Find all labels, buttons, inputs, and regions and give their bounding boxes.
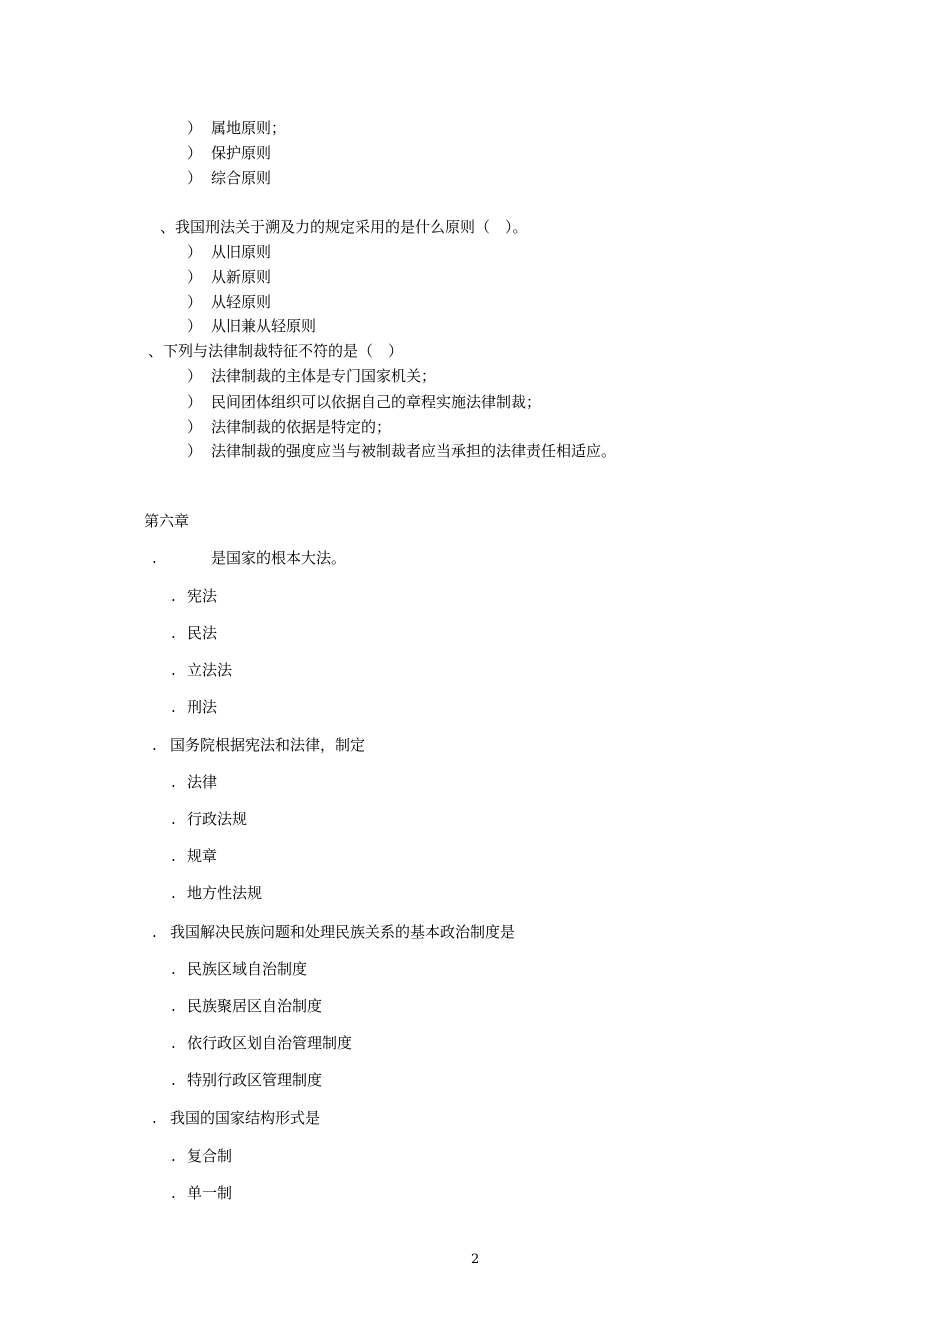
option-text: 法律制裁的主体是专门国家机关； [211, 367, 437, 385]
option-mark: . [171, 884, 176, 902]
option-text: 宪法 [187, 587, 218, 605]
option-text: 依行政区划自治管理制度 [187, 1034, 353, 1052]
option-text: 从旧原则 [211, 243, 272, 261]
option-text: 从新原则 [211, 268, 272, 286]
question-mark: . [152, 736, 157, 754]
option-mark: . [171, 1184, 176, 1202]
question-stem: 国务院根据宪法和法律，制定 [170, 736, 366, 754]
option-text: 立法法 [187, 661, 233, 679]
chapter-title: 第六章 [144, 512, 190, 530]
question-stem: 我国解决民族问题和处理民族关系的基本政治制度是 [170, 923, 516, 941]
option-mark: . [171, 810, 176, 828]
option-mark: . [171, 1147, 176, 1165]
option-mark: . [171, 661, 176, 679]
option-text: 属地原则； [211, 119, 287, 137]
option-text: 民族聚居区自治制度 [187, 997, 323, 1015]
option-text: 法律制裁的强度应当与被制裁者应当承担的法律责任相适应。 [211, 442, 617, 460]
option-text: 法律 [187, 773, 218, 791]
option-text: 复合制 [187, 1147, 233, 1165]
option-text: 从旧兼从轻原则 [211, 317, 317, 335]
option-mark: ） [187, 268, 203, 286]
question-mark: . [152, 923, 157, 941]
option-mark: ） [187, 442, 203, 460]
option-mark: ） [187, 393, 203, 411]
option-mark: . [171, 960, 176, 978]
option-mark: . [171, 587, 176, 605]
option-text: 综合原则 [211, 169, 272, 187]
option-text: 单一制 [187, 1184, 233, 1202]
option-mark: . [171, 997, 176, 1015]
question-stem: 、我国刑法关于溯及力的规定采用的是什么原则（ ）。 [160, 218, 528, 236]
option-mark: . [171, 773, 176, 791]
question-stem: 、下列与法律制裁特征不符的是（ ） [148, 342, 404, 360]
option-text: 民间团体组织可以依据自己的章程实施法律制裁； [211, 393, 542, 411]
option-text: 民族区域自治制度 [187, 960, 308, 978]
option-mark: . [171, 624, 176, 642]
option-mark: . [171, 698, 176, 716]
question-mark: . [152, 549, 157, 567]
option-mark: ） [187, 317, 203, 335]
option-text: 保护原则 [211, 144, 272, 162]
question-stem: 是国家的根本大法。 [211, 549, 347, 567]
option-mark: ） [187, 169, 203, 187]
option-text: 地方性法规 [187, 884, 263, 902]
option-mark: . [171, 1071, 176, 1089]
option-text: 行政法规 [187, 810, 248, 828]
option-mark: ） [187, 418, 203, 436]
question-stem: 我国的国家结构形式是 [170, 1109, 321, 1127]
option-mark: ） [187, 293, 203, 311]
option-text: 刑法 [187, 698, 218, 716]
option-text: 规章 [187, 847, 218, 865]
option-mark: ） [187, 119, 203, 137]
page-number: 2 [471, 1252, 480, 1267]
option-mark: ） [187, 243, 203, 261]
option-text: 特别行政区管理制度 [187, 1071, 323, 1089]
option-mark: ） [187, 367, 203, 385]
option-mark: . [171, 847, 176, 865]
option-mark: ） [187, 144, 203, 162]
option-text: 从轻原则 [211, 293, 272, 311]
question-mark: . [152, 1109, 157, 1127]
option-text: 民法 [187, 624, 218, 642]
option-text: 法律制裁的依据是特定的； [211, 418, 392, 436]
option-mark: . [171, 1034, 176, 1052]
